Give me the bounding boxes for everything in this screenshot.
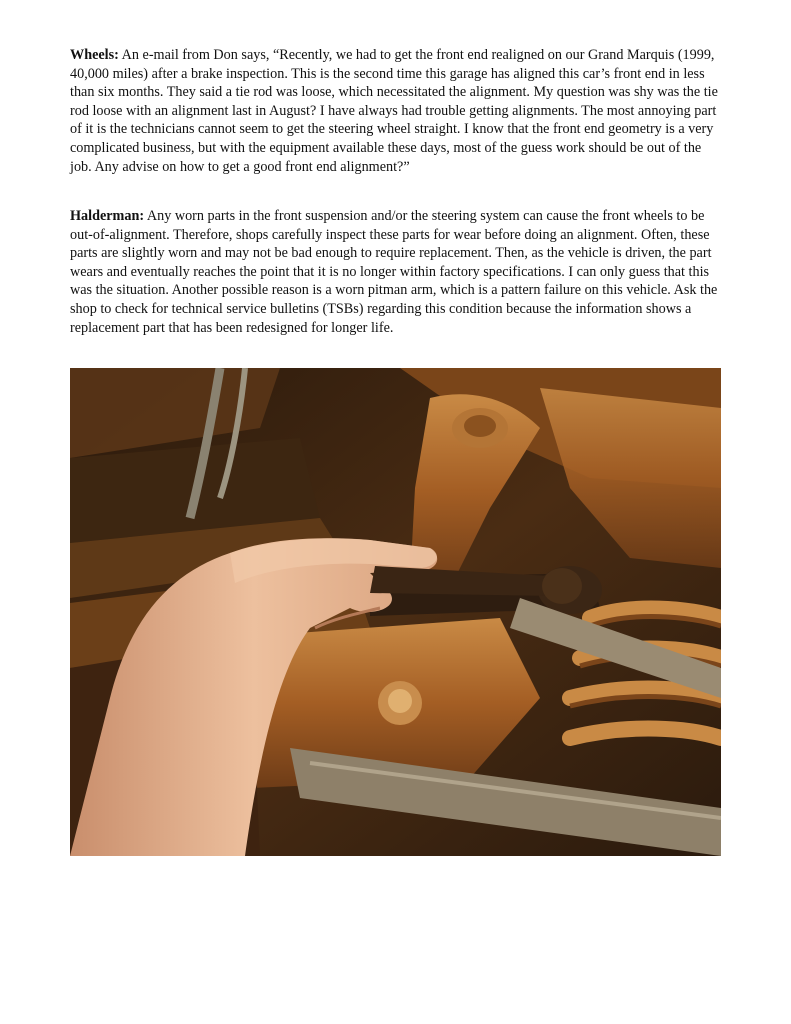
question-text: An e-mail from Don says, “Recently, we had to get the front end realigned on our Grand Marquis (1999, 40,000 miles) after a brake inspection. This is the second time this garage has aligned this car’s front end in less than six months. They said a tie rod was loose, which necessitated the alignment. My question was shy was the tie rod loose with an alignment last in August? I have always had trouble getting alignments. The most annoying part of it is the technicians cannot seem to get the steering wheel straight. I know that the front end geometry is a very complicated business, but with the equipment available these days, most of the guess work should be out of the job. Any advise on how to get a good front end alignment?” xyxy=(70,47,718,175)
steering-linkage-illustration xyxy=(70,368,721,856)
undercarriage-photo xyxy=(70,368,721,856)
answer-paragraph xyxy=(70,207,722,337)
question-paragraph xyxy=(70,46,722,176)
question-speaker: Wheels: xyxy=(70,47,119,63)
answer-speaker: Halderman: xyxy=(70,208,145,224)
answer-text: Any worn parts in the front suspension and/or the steering system can cause the front wheels to be out-of-alignment. Therefore, shops carefully inspect these parts for wear before doing an alignment. Often, these parts are slightly worn and may not be bad enough to require replacement. Then, as the vehicle is driven, the part wears and eventually reaches the point that it is no longer within factory specifications. I can only guess that this was the situation. Another possible reason is a worn pitman arm, which is a pattern failure on this vehicle. Ask the shop to check for technical service bulletins (TSBs) regarding this condition because the information shows a replacement part that has been redesigned for longer life. xyxy=(70,208,718,336)
